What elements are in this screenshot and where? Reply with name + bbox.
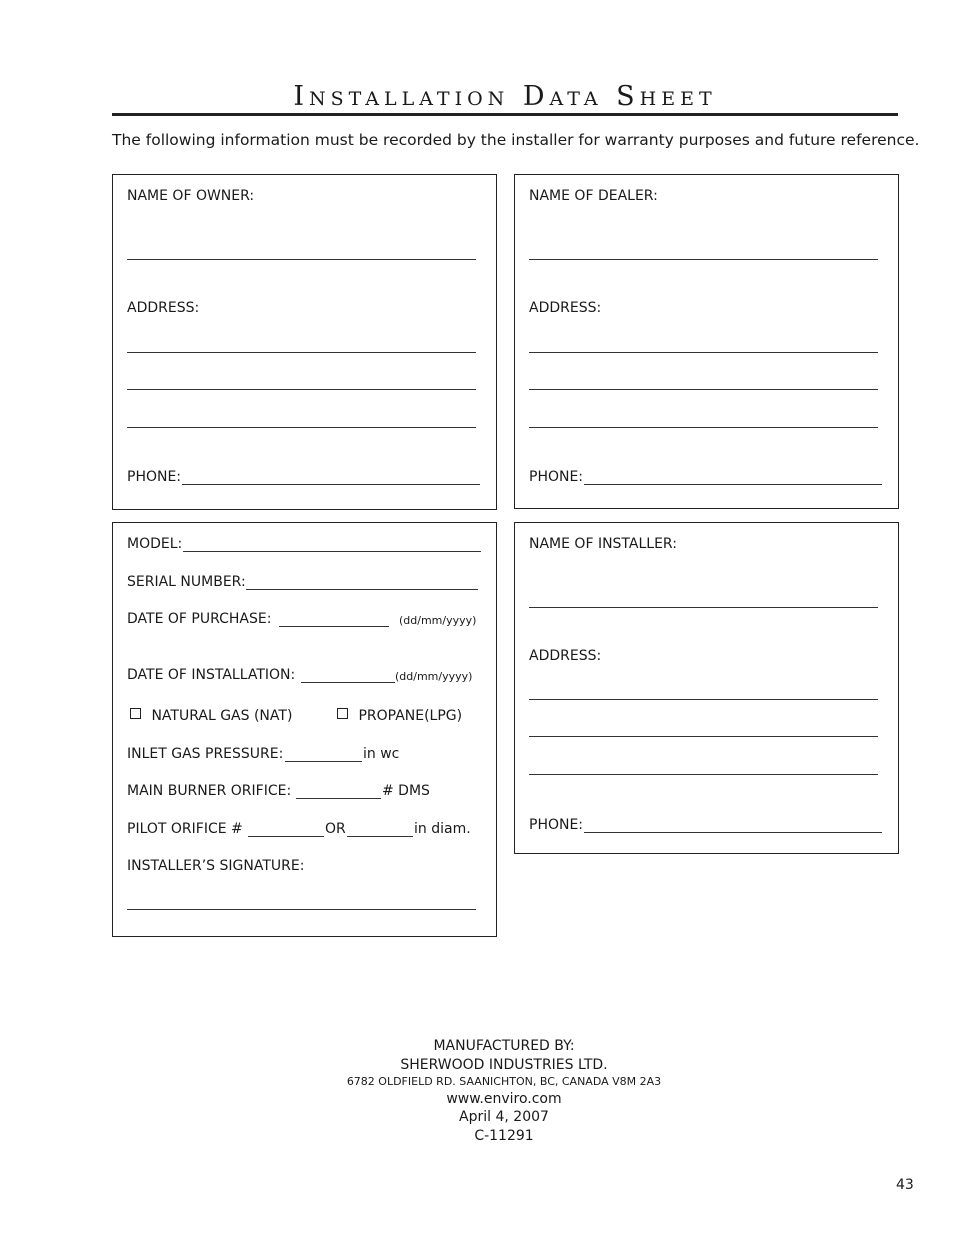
purchase-date-label: DATE OF PURCHASE: (127, 611, 272, 627)
manufactured-by: MANUFACTURED BY: (433, 1038, 575, 1054)
owner-address-line-1[interactable] (127, 352, 476, 353)
dealer-address-line-3[interactable] (529, 427, 878, 428)
owner-phone-line[interactable] (182, 484, 480, 485)
dealer-phone-label: PHONE: (529, 469, 584, 485)
owner-name-line[interactable] (127, 259, 476, 260)
natural-gas-checkbox[interactable] (130, 708, 141, 719)
dealer-address-label: ADDRESS: (529, 300, 602, 316)
inlet-pressure-unit: in wc (363, 746, 400, 762)
pilot-diameter-line[interactable] (347, 836, 413, 837)
pilot-orifice-unit: in diam. (414, 821, 471, 837)
company-address: 6782 OLDFIELD RD. SAANICHTON, BC, CANADA V8M 2A3 (346, 1075, 662, 1088)
owner-phone-label: PHONE: (127, 469, 182, 485)
page-number: 43 (896, 1177, 914, 1193)
document-date: April 4, 2007 (459, 1109, 549, 1125)
title-rule (112, 113, 898, 116)
propane-option[interactable] (337, 707, 462, 725)
burner-orifice-unit: # DMS (382, 783, 430, 799)
purchase-date-line[interactable] (279, 626, 389, 627)
document-code: C-11291 (474, 1128, 534, 1144)
pilot-orifice-label: PILOT ORIFICE # (127, 821, 243, 837)
pilot-orifice-or: OR (325, 821, 346, 837)
install-date-line[interactable] (301, 682, 395, 683)
burner-orifice-label: MAIN BURNER ORIFICE: (127, 783, 292, 799)
unit-section (112, 522, 497, 937)
install-date-format: (dd/mm/yyyy) (395, 670, 473, 683)
owner-section (112, 174, 497, 510)
installer-address-line-1[interactable] (529, 699, 878, 700)
owner-address-line-3[interactable] (127, 427, 476, 428)
installer-phone-line[interactable] (584, 832, 882, 833)
model-line[interactable] (183, 551, 481, 552)
dealer-phone-line[interactable] (584, 484, 882, 485)
install-date-label: DATE OF INSTALLATION: (127, 667, 296, 683)
owner-address-line-2[interactable] (127, 389, 476, 390)
dealer-address-line-1[interactable] (529, 352, 878, 353)
signature-line[interactable] (127, 909, 476, 910)
intro-text: The following information must be recorded by the installer for warranty purposes and future reference. (112, 131, 920, 149)
installer-address-line-2[interactable] (529, 736, 878, 737)
installer-address-label: ADDRESS: (529, 648, 602, 664)
propane-checkbox[interactable] (337, 708, 348, 719)
owner-name-label: NAME OF OWNER: (127, 188, 255, 204)
dealer-name-label: NAME OF DEALER: (529, 188, 658, 204)
serial-number-line[interactable] (246, 589, 478, 590)
dealer-address-line-2[interactable] (529, 389, 878, 390)
inlet-pressure-label: INLET GAS PRESSURE: (127, 746, 284, 762)
natural-gas-option[interactable] (130, 707, 292, 725)
website: www.enviro.com (446, 1091, 562, 1107)
inlet-pressure-line[interactable] (285, 761, 362, 762)
installer-phone-label: PHONE: (529, 817, 584, 833)
natural-gas-label: NATURAL GAS (NAT) (151, 708, 293, 724)
purchase-date-format: (dd/mm/yyyy) (399, 614, 477, 627)
installer-address-line-3[interactable] (529, 774, 878, 775)
serial-number-label: SERIAL NUMBER: (127, 574, 246, 590)
dealer-section (514, 174, 899, 509)
page-title: Installation Data Sheet (293, 81, 717, 112)
propane-label: PROPANE(LPG) (358, 708, 463, 724)
installer-name-line[interactable] (529, 607, 878, 608)
burner-orifice-line[interactable] (296, 798, 381, 799)
installer-section (514, 522, 899, 854)
dealer-name-line[interactable] (529, 259, 878, 260)
company-name: SHERWOOD INDUSTRIES LTD. (400, 1057, 608, 1073)
model-label: MODEL: (127, 536, 183, 552)
owner-address-label: ADDRESS: (127, 300, 200, 316)
pilot-orifice-line[interactable] (248, 836, 324, 837)
signature-label: INSTALLER’S SIGNATURE: (127, 858, 305, 874)
installer-name-label: NAME OF INSTALLER: (529, 536, 677, 552)
